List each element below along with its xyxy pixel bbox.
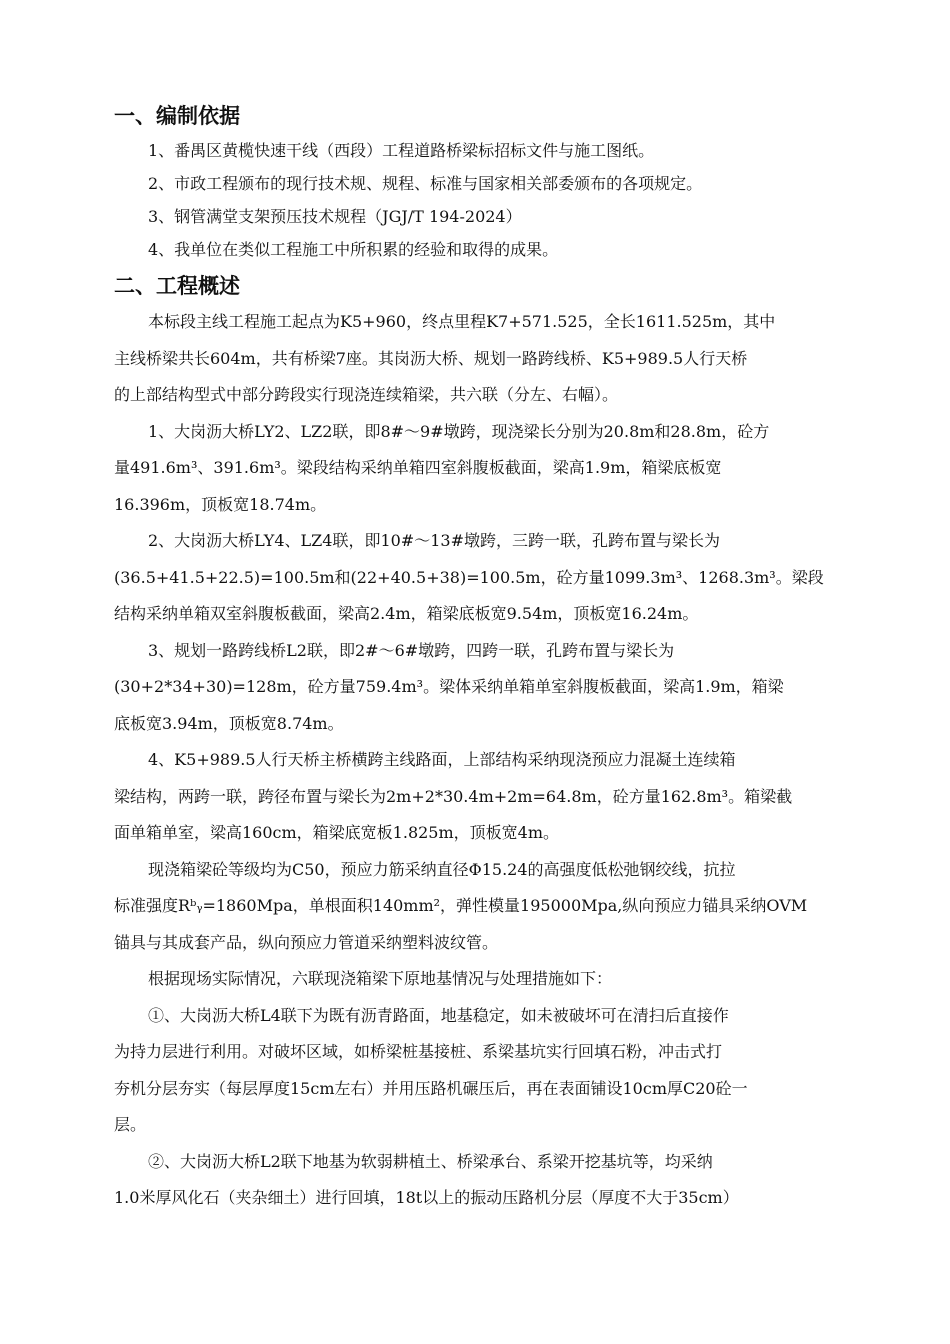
- paragraph-line: 结构采纳单箱双室斜腹板截面，梁高2.4m，箱梁底板宽9.54m，顶板宽16.24m。: [114, 604, 699, 623]
- basis-item: 4、我单位在类似工程施工中所积累的经验和取得的成果。: [148, 240, 559, 259]
- paragraph-line: ①、大岗沥大桥L4联下为既有沥青路面，地基稳定，如未被破坏可在清扫后直接作: [148, 1005, 729, 1025]
- overview-paragraph: [114, 304, 856, 414]
- paragraph-line: 1.0米厚风化石（夹杂细土）进行回填，18t以上的振动压路机分层（厚度不大于35cm）: [114, 1188, 739, 1207]
- paragraph-line: 1、大岗沥大桥LY2、LZ2联，即8#～9#墩跨，现浇梁长分别为20.8m和28.8m，砼方: [148, 421, 770, 441]
- overview-paragraph: [114, 961, 856, 998]
- overview-paragraph: [114, 523, 856, 633]
- paragraph-line: 夯机分层夯实（每层厚度15cm左右）并用压路机碾压后，再在表面铺设10cm厚C20砼一: [114, 1078, 748, 1098]
- overview-paragraphs: [114, 304, 856, 1217]
- paragraph-line: 现浇箱梁砼等级均为C50，预应力筋采纳直径Φ15.24的高强度低松弛钢绞线，抗拉: [148, 859, 736, 879]
- paragraph-line: 量491.6m³、391.6m³。梁段结构采纳单箱四室斜腹板截面，梁高1.9m，箱梁底板宽: [114, 458, 722, 477]
- document-body: [114, 100, 856, 1217]
- paragraph-line: 为持力层进行利用。对破坏区域，如桥梁桩基接桩、系梁基坑实行回填石粉，冲击式打: [114, 1042, 723, 1061]
- paragraph-line: 面单箱单室，梁高160cm，箱梁底宽板1.825m，顶板宽4m。: [114, 823, 560, 842]
- paragraph-line: 2、大岗沥大桥LY4、LZ4联，即10#～13#墩跨，三跨一联，孔跨布置与梁长为: [148, 531, 720, 550]
- overview-paragraph: [114, 1144, 856, 1217]
- overview-paragraph: [114, 414, 856, 524]
- paragraph-line: ②、大岗沥大桥L2联下地基为软弱耕植土、桥梁承台、系梁开挖基坑等，均采纳: [148, 1151, 713, 1171]
- paragraph-line: 本标段主线工程施工起点为K5+960，终点里程K7+571.525，全长1611.525m，其中: [148, 312, 776, 331]
- paragraph-line: 底板宽3.94m，顶板宽8.74m。: [114, 713, 344, 733]
- basis-item: 2、市政工程颁布的现行技术规、规程、标准与国家相关部委颁布的各项规定。: [148, 174, 703, 193]
- paragraph-line: 锚具与其成套产品，纵向预应力管道采纳塑料波纹管。: [114, 932, 499, 952]
- basis-item: 1、番禺区黄榄快速干线（西段）工程道路桥梁标招标文件与施工图纸。: [148, 141, 655, 160]
- overview-paragraph: [114, 742, 856, 852]
- overview-paragraph: [114, 998, 856, 1144]
- paragraph-line: 梁结构，两跨一联，跨径布置与梁长为2m+2*30.4m+2m=64.8m，砼方量162.8m³。箱梁截: [114, 786, 793, 806]
- paragraph-line: 根据现场实际情况，六联现浇箱梁下原地基情况与处理措施如下：: [148, 969, 613, 988]
- paragraph-line: 层。: [114, 1115, 147, 1134]
- paragraph-line: 的上部结构型式中部分跨段实行现浇连续箱梁，共六联（分左、右幅）。: [114, 385, 619, 404]
- paragraph-line: 主线桥梁共长604m，共有桥梁7座。其岗沥大桥、规划一路跨线桥、K5+989.5人行天桥: [114, 348, 748, 368]
- paragraph-line: (36.5+41.5+22.5)=100.5m和(22+40.5+38)=100.5m，砼方量1099.3m³、1268.3m³。梁段: [114, 567, 824, 587]
- section-heading-overview: 二、工程概述: [114, 274, 240, 298]
- paragraph-line: 标准强度Rᵇᵧ=1860Mpa，单根面积140mm²，弹性模量195000Mpa,纵向预应力锚具采纳OVM: [114, 896, 808, 915]
- paragraph-line: 3、规划一路跨线桥L2联，即2#～6#墩跨，四跨一联，孔跨布置与梁长为: [148, 640, 675, 660]
- paragraph-line: (30+2*34+30)=128m，砼方量759.4m³。梁体采纳单箱单室斜腹板截面，梁高1.9m，箱梁: [114, 677, 784, 696]
- overview-paragraph: [114, 633, 856, 743]
- overview-paragraph: [114, 852, 856, 962]
- paragraph-line: 16.396m，顶板宽18.74m。: [114, 494, 327, 514]
- section-heading-basis: 一、编制依据: [114, 104, 240, 128]
- basis-item: 3、钢管满堂支架预压技术规程（JGJ/T 194-2024）: [148, 207, 522, 226]
- paragraph-line: 4、K5+989.5人行天桥主桥横跨主线路面，上部结构采纳现浇预应力混凝土连续箱: [148, 750, 736, 769]
